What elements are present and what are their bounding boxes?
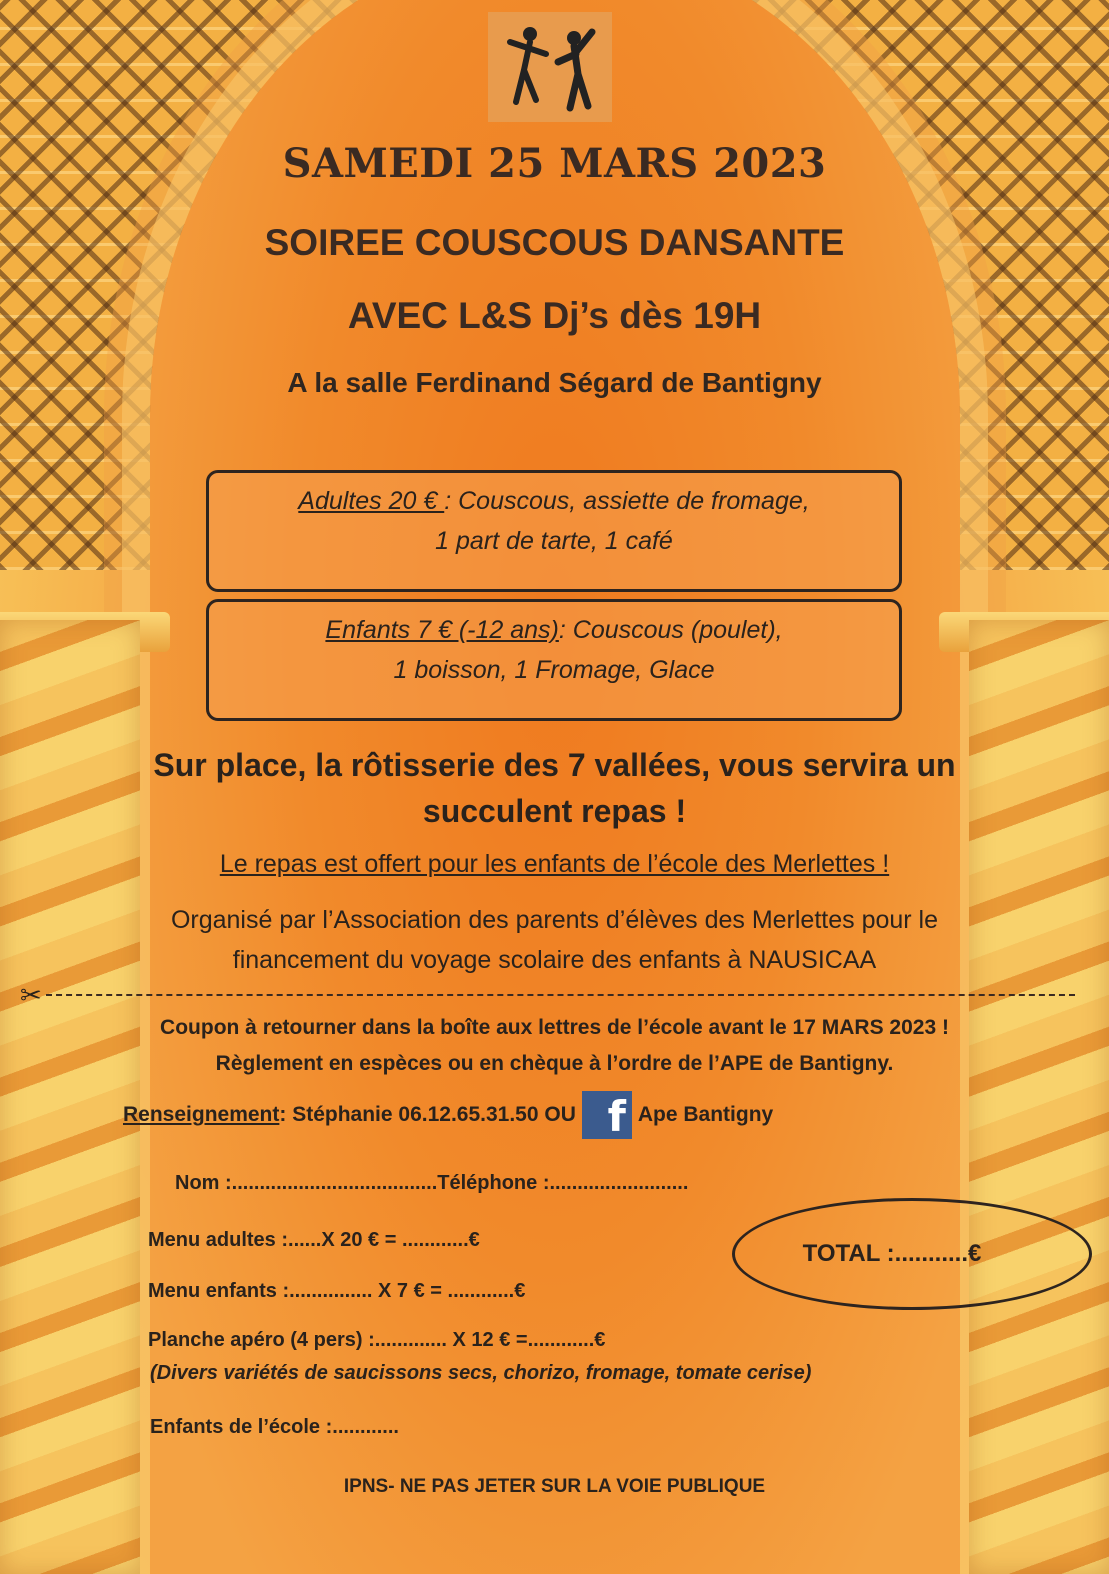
onsite-line2: succulent repas ! <box>422 793 687 829</box>
onsite-notice <box>0 742 1109 834</box>
contact-text: : Stéphanie 06.12.65.31.50 OU <box>279 1103 576 1126</box>
form-kids: Menu enfants :............... X 7 € = ............€ <box>148 1280 526 1302</box>
organised-notice <box>0 900 1109 980</box>
event-venue: A la salle Ferdinand Ségard de Bantigny <box>287 367 822 398</box>
facebook-page: Ape Bantigny <box>637 1103 774 1126</box>
form-planche-note: (Divers variétés de saucissons secs, chorizo, fromage, tomate cerise) <box>150 1362 812 1384</box>
coupon-payment: Règlement en espèces ou en chèque à l’ordre de l’APE de Bantigny. <box>215 1052 894 1075</box>
menu-box-adults <box>206 470 902 592</box>
menu-kids-line2: 1 boisson, 1 Fromage, Glace <box>393 656 715 684</box>
organised-line1: Organisé par l’Association des parents d’élèves des Merlettes pour le <box>170 906 939 934</box>
contact-label: Renseignement <box>123 1103 280 1126</box>
scissors-icon: ✂ <box>20 980 42 1010</box>
form-total: TOTAL :...........€ <box>802 1240 982 1267</box>
menu-kids-label: Enfants 7 € (-12 ans) <box>325 616 559 644</box>
menu-adults-line1: : Couscous, assiette de fromage, <box>444 487 810 515</box>
dancers-icon <box>488 12 612 122</box>
menu-adults-line2: 1 part de tarte, 1 café <box>435 527 673 555</box>
form-adults: Menu adultes :......X 20 € = ............€ <box>148 1229 480 1251</box>
onsite-line1: Sur place, la rôtisserie des 7 vallées, vous servira un <box>153 747 956 783</box>
form-name-phone: Nom :.....................................Téléphone :......................... <box>175 1172 689 1194</box>
offered-notice: Le repas est offert pour les enfants de l’école des Merlettes ! <box>219 850 890 878</box>
event-title: SOIREE COUSCOUS DANSANTE <box>264 222 845 263</box>
footer-notice: IPNS- NE PAS JETER SUR LA VOIE PUBLIQUE <box>343 1476 766 1497</box>
facebook-icon: f <box>582 1091 632 1139</box>
contact-info <box>123 1092 774 1141</box>
dashed-line <box>46 994 1075 996</box>
menu-adults-label: Adultes 20 € <box>298 487 445 515</box>
form-school-kids: Enfants de l’école :............ <box>150 1416 399 1438</box>
menu-box-kids <box>206 599 902 721</box>
coupon-cut-line <box>20 980 1075 1010</box>
event-date: SAMEDI 25 MARS 2023 <box>282 140 827 187</box>
menu-kids-line1: : Couscous (poulet), <box>558 616 783 644</box>
organised-line2: financement du voyage scolaire des enfants à NAUSICAA <box>232 946 877 974</box>
total-oval <box>732 1198 1092 1310</box>
form-planche: Planche apéro (4 pers) :............. X 12 € =............€ <box>148 1329 606 1351</box>
coupon-instruction: Coupon à retourner dans la boîte aux lettres de l’école avant le 17 MARS 2023 ! <box>160 1016 949 1039</box>
event-dj: AVEC L&S Dj’s dès 19H <box>347 295 762 336</box>
